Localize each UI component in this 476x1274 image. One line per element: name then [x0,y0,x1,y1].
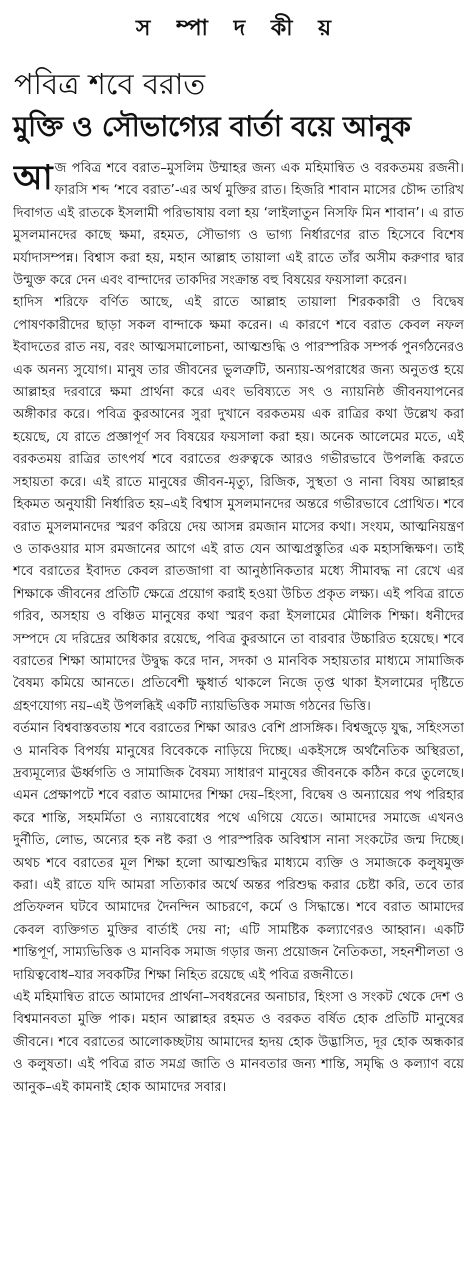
kicker-headline: পবিত্র শবে বরাত [14,67,206,101]
section-heading: স ম্পা দ কী য় [135,16,341,41]
article-body [13,158,464,1268]
paragraph-1-text: জ পবিত্র শবে বরাত–মুসলিম উম্মাহর জন্য এক মহিমান্বিত ও বরকতময় রজনী। ফারসি শব্দ ‘শবে বরাত’-এর অর্থ মুক্তির রাত। হিজরি শাবান মাসের চৌদ্দ তারিখ দিবাগত এই রাতকে ইসলামী পরিভাষায় বলা হয় ‘লাইলাতুন নিসফি মিন শাবান’। এ রাত মুসলমানদের কাছে ক্ষমা, রহমত, সৌভাগ্য ও ভাগ্য নির্ধারণের রাত হিসেবে বিশেষ মর্যাদাসম্পন্ন। বিশ্বাস করা হয়, মহান আল্লাহ তায়ালা এই রাতে তাঁর অসীম করুণার দ্বার উন্মুক্ত করে দেন এবং বান্দাদের তাকদির সংক্রান্ত বহু বিষয়ের ফয়সালা করেন। [13,161,464,289]
main-headline: মুক্তি ও সৌভাগ্যের বার্তা বয়ে আনুক [13,110,411,143]
paragraph-2: হাদিস শরিফে বর্ণিত আছে, এই রাতে আল্লাহ তায়ালা শিরককারী ও বিদ্বেষ পোষণকারীদের ছাড়া সকল বান্দাকে ক্ষমা করেন। এ কারণে শবে বরাত কেবল নফল ইবাদতের রাত নয়, বরং আত্মসমালোচনা, আত্মশুদ্ধি ও পারস্পরিক সম্পর্ক পুনর্গঠনেরও এক অনন্য সুযোগ। মানুষ তার জীবনের ভুলত্রুটি, অন্যায়-অপরাধের জন্য অনুতপ্ত হয়ে আল্লাহর দরবারে ক্ষমা প্রার্থনা করে এবং ভবিষ্যতে সৎ ও ন্যায়নিষ্ঠ জীবনযাপনের অঙ্গীকার করে। পবিত্র কুরআনের সুরা দুখানে বরকতময় এক রাত্রির কথা উল্লেখ করা হয়েছে, যে রাতে প্রজ্ঞাপূর্ণ সব বিষয়ের ফয়সালা করা হয়। অনেক আলেমের মতে, এই বরকতময় রাত্রির তাৎপর্য শবে বরাতের গুরুত্বকে আরও গভীরভাবে উপলব্ধি করতে সহায়তা করে। এই রাতে মানুষের জীবন-মৃত্যু, রিজিক, সুস্থতা ও নানা বিষয় আল্লাহর হিকমত অনুযায়ী নির্ধারিত হয়–এই বিশ্বাস মুসলমানদের অন্তরে গভীরভাবে প্রোথিত। শবে বরাত মুসলমানদের স্মরণ করিয়ে দেয় আসন্ন রমজান মাসের কথা। সংযম, আত্মনিয়ন্ত্রণ ও তাকওয়ার মাস রমজানের আগে এই রাত যেন আত্মপ্রস্তুতির এক মহাসন্ধিক্ষণ। তাই শবে বরাতের ইবাদত কেবল রাতজাগা বা আনুষ্ঠানিকতার মধ্যে সীমাবদ্ধ না রেখে এর শিক্ষাকে জীবনের প্রতিটি ক্ষেত্রে প্রয়োগ করাই হওয়া উচিত প্রকৃত লক্ষ্য। এই পবিত্র রাতে গরিব, অসহায় ও বঞ্চিত মানুষের কথা স্মরণ করা ইসলামের মৌলিক শিক্ষা। ধনীদের সম্পদে যে দরিদ্রের অধিকার রয়েছে, পবিত্র কুরআনে তা বারবার উচ্চারিত হয়েছে। শবে বরাতের শিক্ষা আমাদের উদ্বুদ্ধ করে দান, সদকা ও মানবিক সহায়তার মাধ্যমে সামাজিক বৈষম্য কমিয়ে আনতে। প্রতিবেশী ক্ষুধার্ত থাকলে নিজে তৃপ্ত থাকা ইসলামের দৃষ্টিতে গ্রহণযোগ্য নয়–এই উপলব্ধিই একটি ন্যায়ভিত্তিক সমাজ গঠনের ভিত্তি। [13,295,464,714]
drop-cap: আ [13,158,53,198]
paragraph-3: বর্তমান বিশ্ববাস্তবতায় শবে বরাতের শিক্ষা আরও বেশি প্রাসঙ্গিক। বিশ্বজুড়ে যুদ্ধ, সহিংসতা ও মানবিক বিপর্যয় মানুষের বিবেককে নাড়িয়ে দিচ্ছে। একইসঙ্গে অর্থনৈতিক অস্থিরতা, দ্রব্যমূল্যের ঊর্ধ্বগতি ও সামাজিক বৈষম্য সাধারণ মানুষের জীবনকে কঠিন করে তুলেছে। এমন প্রেক্ষাপটে শবে বরাত আমাদের শিক্ষা দেয়–হিংসা, বিদ্বেষ ও অন্যায়ের পথ পরিহার করে শান্তি, সহমর্মিতা ও ন্যায়বোধের পথে এগিয়ে যেতে। আমাদের সমাজে এখনও দুর্নীতি, লোভ, অন্যের হক নষ্ট করা ও পারস্পরিক অবিশ্বাস নানা সংকটের জন্ম দিচ্ছে। অথচ শবে বরাতের মূল শিক্ষা হলো আত্মশুদ্ধির মাধ্যমে ব্যক্তি ও সমাজকে কলুষমুক্ত করা। এই রাতে যদি আমরা সত্যিকার অর্থে অন্তর পরিশুদ্ধ করার চেষ্টা করি, তবে তার প্রতিফলন ঘটবে আমাদের দৈনন্দিন আচরণে, কর্মে ও সিদ্ধান্তে। শবে বরাত আমাদের কেবল ব্যক্তিগত মুক্তির বার্তাই দেয় না; এটি সামষ্টিক কল্যাণেরও আহ্বান। একটি শান্তিপূর্ণ, সাম্যভিত্তিক ও মানবিক সমাজ গড়ার জন্য প্রয়োজন নৈতিকতা, সহনশীলতা ও দায়িত্ববোধ–যার সবকটির শিক্ষা নিহিত রয়েছে এই পবিত্র রজনীতে। [13,721,464,983]
paragraph-1 [13,158,464,292]
paragraph-4: এই মহিমান্বিত রাতে আমাদের প্রার্থনা–সবধরনের অনাচার, হিংসা ও সংকট থেকে দেশ ও বিশ্বমানবতা মুক্তি পাক। মহান আল্লাহর রহমত ও বরকত বর্ষিত হোক প্রতিটি মানুষের জীবনে। শবে বরাতের আলোকচ্ছটায় আমাদের হৃদয় হোক উদ্ভাসিত, দূর হোক অন্ধকার ও কলুষতা। এই পবিত্র রাত সমগ্র জাতি ও মানবতার জন্য শান্তি, সমৃদ্ধি ও কল্যাণ বয়ে আনুক–এই কামনাই হোক আমাদের সবার। [13,990,464,1095]
